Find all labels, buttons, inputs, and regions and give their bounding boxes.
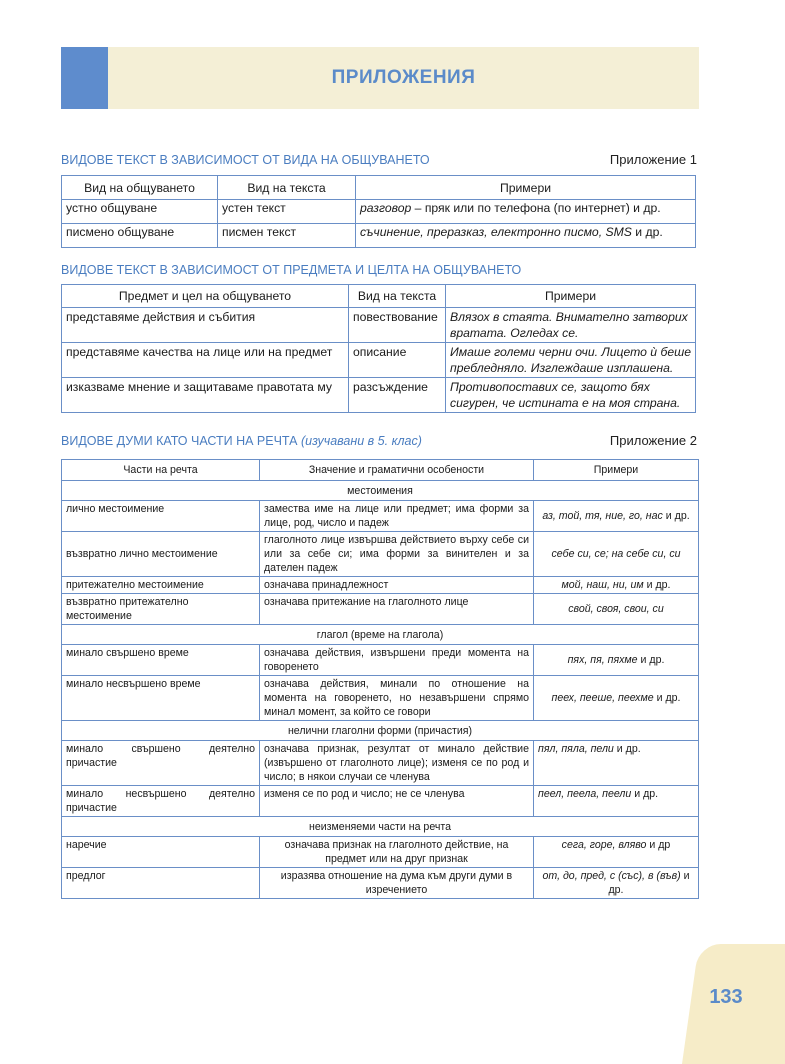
table-row <box>62 378 696 413</box>
examples-cell <box>534 577 699 594</box>
example-italic: пях, пя, пяхме <box>567 654 638 666</box>
example-rest: и др. <box>653 692 681 704</box>
meaning-cell: означава действия, извършени преди момента на говоренето <box>260 645 534 676</box>
example-rest: – пряк или по телефона (по интернет) и др. <box>411 201 661 215</box>
group-row <box>62 481 699 501</box>
table-row <box>62 868 699 899</box>
header-cell: Примери <box>356 176 696 200</box>
purpose-cell: представяме качества на лице или на предмет <box>62 343 349 378</box>
table-header-row <box>62 285 696 308</box>
example-italic: мой, наш, ни, им <box>561 579 644 591</box>
part-cell: лично местоимение <box>62 501 260 532</box>
examples-cell <box>534 594 699 625</box>
meaning-cell: изразява отношение на дума към други думи в изречението <box>260 868 534 899</box>
table-row <box>62 343 696 378</box>
purpose-cell: представяме действия и събития <box>62 308 349 343</box>
header-banner <box>61 47 699 109</box>
section3-appendix-ref: Приложение 2 <box>609 433 697 448</box>
meaning-cell: замества име на лице или предмет; има форми за лице, род, число и падеж <box>260 501 534 532</box>
example-italic: сега, горе, вляво <box>561 839 647 851</box>
examples-cell <box>356 200 696 224</box>
section2-title: ВИДОВЕ ТЕКСТ В ЗАВИСИМОСТ ОТ ПРЕДМЕТА И ЦЕЛТА НА ОБЩУВАНЕТО <box>61 263 522 277</box>
example-italic: пеел, пеела, пеели <box>538 788 632 800</box>
meaning-cell: глаголното лице извършва действието върху себе си или за себе си; има форми за винителен и за дателен падеж <box>260 532 534 577</box>
page-number: 133 <box>709 986 743 1008</box>
meaning-cell: изменя се по род и число; не се членува <box>260 786 534 817</box>
part-cell: възвратно притежателно местоимение <box>62 594 260 625</box>
text-type-cell: повествование <box>349 308 446 343</box>
examples-cell <box>534 532 699 577</box>
examples-cell <box>534 786 699 817</box>
table-row <box>62 501 699 532</box>
part-cell: минало несвършено време <box>62 676 260 721</box>
communication-cell: устно общуване <box>62 200 218 224</box>
section3-title-note: (изучавани в 5. клас) <box>300 434 422 448</box>
section1-title: ВИДОВЕ ТЕКСТ В ЗАВИСИМОСТ ОТ ВИДА НА ОБЩУВАНЕТО <box>61 153 430 167</box>
group-row <box>62 721 699 741</box>
group-row <box>62 817 699 837</box>
table-header-row <box>62 176 696 200</box>
header-cell: Предмет и цел на общуването <box>62 285 349 308</box>
text-type-cell: описание <box>349 343 446 378</box>
example-italic: свой, своя, свои, си <box>568 603 664 615</box>
table-row <box>62 741 699 786</box>
banner-accent-block <box>61 47 108 109</box>
table-purpose-types <box>61 284 696 413</box>
table-header-row <box>62 460 699 481</box>
part-cell: минало свършено време <box>62 645 260 676</box>
meaning-cell: означава притежание на глаголното лице <box>260 594 534 625</box>
meaning-cell: означава признак, резултат от минало действие (извършено от глаголното лице); изменя се по род и число; в някои случаи се членува <box>260 741 534 786</box>
examples-cell: Противопоставих се, защото бях сигурен, че истината е на моя страна. <box>446 378 696 413</box>
part-cell: наречие <box>62 837 260 868</box>
header-cell: Вид на текста <box>218 176 356 200</box>
examples-cell <box>534 501 699 532</box>
header-cell: Примери <box>534 460 699 481</box>
example-rest: и др. <box>662 510 690 522</box>
text-type-cell: устен текст <box>218 200 356 224</box>
text-type-cell: писмен текст <box>218 224 356 248</box>
meaning-cell: означава принадлежност <box>260 577 534 594</box>
header-cell: Вид на текста <box>349 285 446 308</box>
examples-cell: Имаше големи черни очи. Лицето ѝ беше пребледняло. Изглеждаше изплашена. <box>446 343 696 378</box>
section2-heading <box>61 263 699 281</box>
group-label: неизменяеми части на речта <box>62 817 699 837</box>
section1-heading <box>61 153 699 171</box>
group-label: местоимения <box>62 481 699 501</box>
part-cell: възвратно лично местоимение <box>62 532 260 577</box>
section1-appendix-ref: Приложение 1 <box>609 152 697 167</box>
example-rest: и др. <box>631 225 663 239</box>
meaning-cell: означава признак на глаголното действие, на предмет или на друг признак <box>260 837 534 868</box>
example-italic: пял, пяла, пели <box>538 743 614 755</box>
table-row <box>62 308 696 343</box>
example-rest: и др. <box>608 870 690 896</box>
group-label: нелични глаголни форми (причастия) <box>62 721 699 741</box>
table-parts-of-speech <box>61 459 699 899</box>
table-row <box>62 594 699 625</box>
section3-heading <box>61 434 699 452</box>
header-cell: Вид на общуването <box>62 176 218 200</box>
part-cell: притежателно местоимение <box>62 577 260 594</box>
part-cell: минало свършено деятелно причастие <box>62 741 260 786</box>
part-cell: минало несвършено деятелно причастие <box>62 786 260 817</box>
part-cell: предлог <box>62 868 260 899</box>
example-rest: и др. <box>637 654 665 666</box>
example-rest: и др. <box>643 579 671 591</box>
example-italic: себе си, се; на себе си, си <box>551 548 681 560</box>
example-italic: аз, той, тя, ние, го, нас <box>542 510 663 522</box>
section3-title <box>61 434 422 448</box>
purpose-cell: изказваме мнение и защитаваме правотата му <box>62 378 349 413</box>
example-rest: и др. <box>631 788 659 800</box>
example-italic: пеех, пееше, пеехме <box>551 692 654 704</box>
group-label: глагол (време на глагола) <box>62 625 699 645</box>
example-italic: от, до, пред, с (със), в (във) <box>542 870 681 882</box>
header-cell: Примери <box>446 285 696 308</box>
section3-title-main: ВИДОВЕ ДУМИ КАТО ЧАСТИ НА РЕЧТА <box>61 434 298 448</box>
examples-cell <box>356 224 696 248</box>
header-cell: Значение и граматични особености <box>260 460 534 481</box>
example-rest: и др. <box>613 743 641 755</box>
communication-cell: писмено общуване <box>62 224 218 248</box>
text-type-cell: разсъждение <box>349 378 446 413</box>
table-row <box>62 200 696 224</box>
table-row <box>62 786 699 817</box>
group-row <box>62 625 699 645</box>
meaning-cell: означава действия, минали по отношение на момента на говоренето, но незавършени спрямо минал момент, за който се говори <box>260 676 534 721</box>
table-row <box>62 577 699 594</box>
table-row <box>62 645 699 676</box>
table-communication-types <box>61 175 696 248</box>
example-italic: разговор <box>360 201 412 215</box>
table-row <box>62 532 699 577</box>
examples-cell <box>534 741 699 786</box>
examples-cell <box>534 645 699 676</box>
examples-cell <box>534 868 699 899</box>
table-row <box>62 676 699 721</box>
example-italic: съчинение, преразказ, електронно писмо, SMS <box>360 225 632 239</box>
examples-cell <box>534 676 699 721</box>
page-title: ПРИЛОЖЕНИЯ <box>331 67 476 88</box>
example-rest: и др <box>646 839 671 851</box>
table-row <box>62 837 699 868</box>
examples-cell: Влязох в стаята. Внимателно затворих вратата. Огледах се. <box>446 308 696 343</box>
header-cell: Части на речта <box>62 460 260 481</box>
examples-cell <box>534 837 699 868</box>
table-row <box>62 224 696 248</box>
